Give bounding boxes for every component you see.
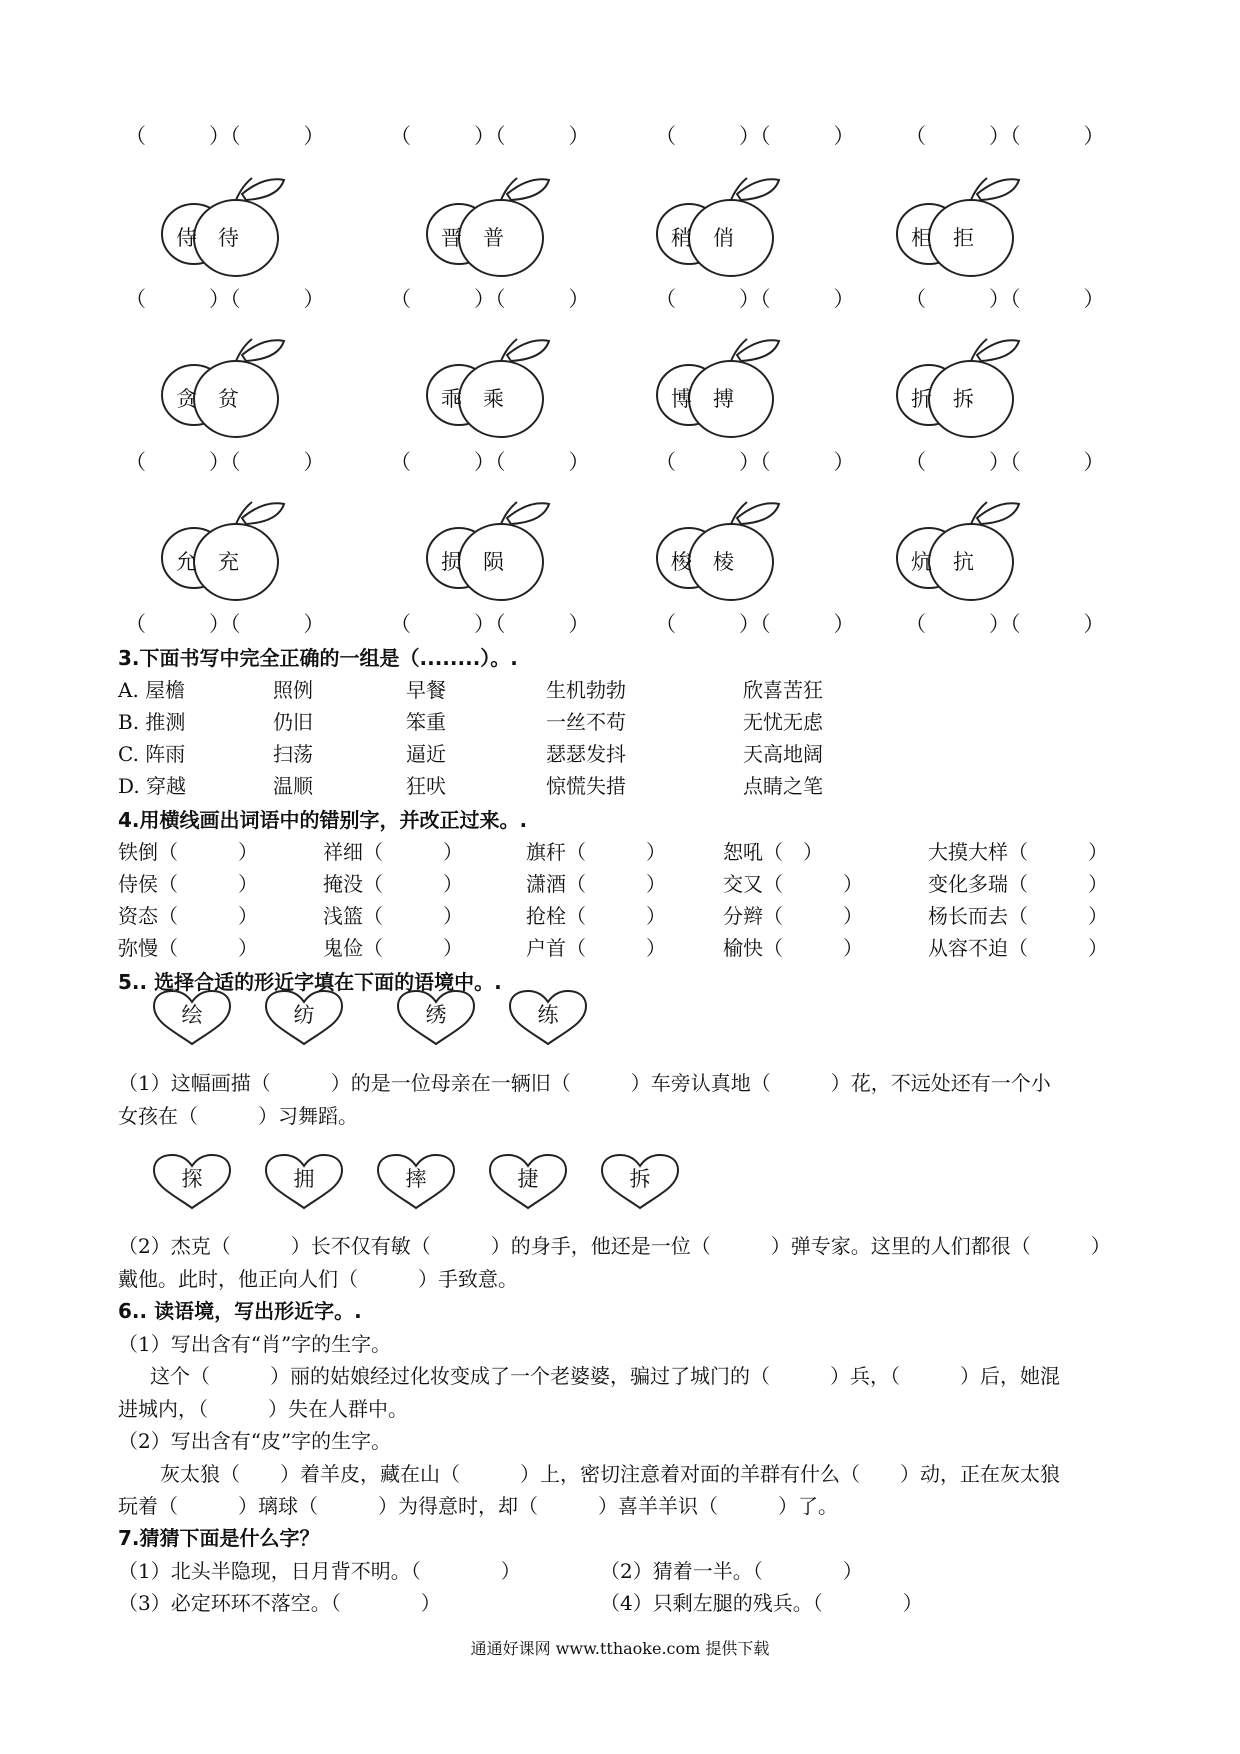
apple-pair bbox=[425, 337, 555, 447]
word-blank[interactable]: 浅篮（ ） bbox=[323, 904, 463, 928]
question-7-title: 7.猜猜下面是什么字？ bbox=[118, 1526, 320, 1550]
option-row[interactable] bbox=[118, 674, 1018, 704]
word-row bbox=[118, 836, 1138, 866]
apple-char-right: 俏 bbox=[713, 226, 734, 250]
word-blank[interactable]: 榆快（ ） bbox=[723, 936, 863, 960]
word-blank[interactable]: 交又（ ） bbox=[723, 872, 863, 896]
option-cell: 笨重 bbox=[406, 710, 446, 734]
heart-choice bbox=[600, 1154, 680, 1210]
apple-pair bbox=[895, 176, 1025, 286]
heart-char: 拆 bbox=[629, 1167, 651, 1191]
heart-choice bbox=[264, 1154, 344, 1210]
apple-char-right: 拒 bbox=[953, 226, 974, 250]
heart-char: 绣 bbox=[425, 1003, 447, 1027]
q6-sub-2: （2）写出含有“皮”字的生字。 bbox=[118, 1429, 392, 1453]
word-blank[interactable]: 杨长而去（ ） bbox=[928, 904, 1108, 928]
option-cell: 欣喜苦狂 bbox=[743, 678, 823, 702]
apple-char-right: 搏 bbox=[713, 387, 734, 411]
answer-blank[interactable]: （ ）（ ） bbox=[655, 287, 855, 311]
riddle-item[interactable]: （1）北头半隐现，日月背不明。（ ） bbox=[118, 1559, 521, 1583]
q5-sentence-2: （2）杰克（ ）长不仅有敏（ ）的身手，他还是一位（ ）弹专家。这里的人们都很（ ） bbox=[118, 1234, 1111, 1258]
apple-char-right: 拆 bbox=[953, 387, 974, 411]
answer-blank[interactable]: （ ）（ ） bbox=[390, 450, 590, 474]
apple-char-left: 柜 bbox=[911, 226, 932, 250]
option-cell: 狂吠 bbox=[406, 774, 446, 798]
option-cell: A. 屋檐 bbox=[118, 678, 186, 702]
answer-blank[interactable]: （ ）（ ） bbox=[905, 450, 1105, 474]
option-cell: 点睛之笔 bbox=[743, 774, 823, 798]
question-3-title: 3.下面书写中完全正确的一组是（........）。. bbox=[118, 646, 518, 670]
answer-blank[interactable]: （ ）（ ） bbox=[905, 612, 1105, 636]
apple-char-right: 抗 bbox=[953, 550, 974, 574]
apple-char-left: 稍 bbox=[671, 226, 692, 250]
word-blank[interactable]: 变化多瑞（ ） bbox=[928, 872, 1108, 896]
apple-pair bbox=[425, 176, 555, 286]
option-cell: 逼近 bbox=[406, 742, 446, 766]
word-blank[interactable]: 分辫（ ） bbox=[723, 904, 863, 928]
apple-char-right: 乘 bbox=[483, 387, 504, 411]
heart-choice bbox=[264, 990, 344, 1046]
apple-char-left: 侍 bbox=[176, 226, 197, 250]
riddle-item[interactable]: （3）必定环环不落空。（ ） bbox=[118, 1591, 441, 1615]
q5-sentence-2-cont: 戴他。此时，他正向人们（ ）手致意。 bbox=[118, 1267, 518, 1291]
answer-blanks-row-1 bbox=[0, 120, 1240, 150]
apple-char-left: 贪 bbox=[176, 387, 197, 411]
q5-sentence-1: （1）这幅画描（ ）的是一位母亲在一辆旧（ ）车旁认真地（ ）花，不远处还有一个小 bbox=[118, 1071, 1051, 1095]
option-row[interactable] bbox=[118, 770, 1018, 800]
question-4-title: 4.用横线画出词语中的错别字，并改正过来。. bbox=[118, 808, 528, 832]
word-blank[interactable]: 鬼俭（ ） bbox=[323, 936, 463, 960]
apple-char-left: 炕 bbox=[911, 550, 932, 574]
apple-char-right: 普 bbox=[483, 226, 504, 250]
answer-blank[interactable]: （ ）（ ） bbox=[125, 287, 325, 311]
answer-blank[interactable]: （ ）（ ） bbox=[655, 124, 855, 148]
answer-blank[interactable]: （ ）（ ） bbox=[390, 287, 590, 311]
option-cell: 仍旧 bbox=[273, 710, 313, 734]
answer-blanks-row-3 bbox=[0, 446, 1240, 476]
answer-blanks-row-4 bbox=[0, 608, 1240, 638]
answer-blank[interactable]: （ ）（ ） bbox=[655, 612, 855, 636]
question-5-title: 5.. 选择合适的形近字填在下面的语境中。. bbox=[118, 970, 502, 994]
answer-blank[interactable]: （ ）（ ） bbox=[655, 450, 855, 474]
q6-text-2: 灰太狼（ ）着羊皮，藏在山（ ）上，密切注意着对面的羊群有什么（ ）动，正在灰太狼 bbox=[160, 1462, 1060, 1486]
option-cell: 扫荡 bbox=[273, 742, 313, 766]
answer-blanks-row-2 bbox=[0, 283, 1240, 313]
word-blank[interactable]: 大摸大样（ ） bbox=[928, 840, 1108, 864]
apple-pair bbox=[655, 337, 785, 447]
heart-char: 纺 bbox=[293, 1003, 315, 1027]
apple-char-left: 折 bbox=[911, 387, 932, 411]
apple-char-left: 允 bbox=[176, 550, 197, 574]
heart-choice bbox=[396, 990, 476, 1046]
option-row[interactable] bbox=[118, 706, 1018, 736]
apple-char-left: 梭 bbox=[671, 550, 692, 574]
option-cell: B. 推测 bbox=[118, 710, 186, 734]
option-cell: 一丝不苟 bbox=[546, 710, 626, 734]
heart-choice bbox=[488, 1154, 568, 1210]
word-blank[interactable]: 户首（ ） bbox=[526, 936, 666, 960]
apple-char-right: 充 bbox=[218, 550, 239, 574]
heart-char: 摔 bbox=[405, 1167, 427, 1191]
option-cell: 温顺 bbox=[273, 774, 313, 798]
q6-text-1: 这个（ ）丽的姑娘经过化妆变成了一个老婆婆，骗过了城门的（ ）兵，（ ）后，她混 bbox=[150, 1364, 1060, 1388]
option-cell: 生机勃勃 bbox=[546, 678, 626, 702]
apple-char-right: 贫 bbox=[218, 387, 239, 411]
apple-pair bbox=[425, 500, 555, 610]
apple-char-right: 待 bbox=[218, 226, 239, 250]
q6-text-2-cont: 玩着（ ）璃球（ ）为得意时，却（ ）喜羊羊识（ ）了。 bbox=[118, 1494, 838, 1518]
word-row bbox=[118, 932, 1138, 962]
word-blank[interactable]: 弥慢（ ） bbox=[118, 936, 258, 960]
heart-char: 探 bbox=[181, 1167, 203, 1191]
apple-char-left: 乖 bbox=[441, 387, 462, 411]
q5-sentence-1-cont: 女孩在（ ）习舞蹈。 bbox=[118, 1104, 358, 1128]
q6-sub-1: （1）写出含有“肖”字的生字。 bbox=[118, 1332, 392, 1356]
apple-char-right: 陨 bbox=[483, 550, 504, 574]
word-row bbox=[118, 900, 1138, 930]
heart-char: 绘 bbox=[181, 1003, 203, 1027]
apple-char-right: 棱 bbox=[713, 550, 734, 574]
riddle-item[interactable]: （2）猜着一半。（ ） bbox=[600, 1559, 863, 1583]
heart-char: 拥 bbox=[293, 1167, 315, 1191]
word-blank[interactable]: 掩没（ ） bbox=[323, 872, 463, 896]
apple-char-left: 晋 bbox=[441, 226, 462, 250]
option-cell: D. 穿越 bbox=[118, 774, 187, 798]
answer-blank[interactable]: （ ）（ ） bbox=[905, 287, 1105, 311]
heart-choice bbox=[508, 990, 588, 1046]
heart-choice bbox=[376, 1154, 456, 1210]
word-blank[interactable]: 从容不迫（ ） bbox=[928, 936, 1108, 960]
option-cell: C. 阵雨 bbox=[118, 742, 186, 766]
word-blank[interactable]: 潇酒（ ） bbox=[526, 872, 666, 896]
option-cell: 照例 bbox=[273, 678, 313, 702]
word-blank[interactable]: 恕吼（ ） bbox=[723, 840, 823, 864]
apple-pair bbox=[160, 337, 290, 447]
option-cell: 早餐 bbox=[406, 678, 446, 702]
answer-blank[interactable]: （ ）（ ） bbox=[125, 612, 325, 636]
option-cell: 瑟瑟发抖 bbox=[546, 742, 626, 766]
heart-choice bbox=[152, 1154, 232, 1210]
word-blank[interactable]: 资态（ ） bbox=[118, 904, 258, 928]
answer-blank[interactable]: （ ）（ ） bbox=[125, 124, 325, 148]
option-row[interactable] bbox=[118, 738, 1018, 768]
heart-choice bbox=[152, 990, 232, 1046]
apple-char-left: 博 bbox=[671, 387, 692, 411]
apple-pair bbox=[895, 337, 1025, 447]
answer-blank[interactable]: （ ）（ ） bbox=[390, 124, 590, 148]
answer-blank[interactable]: （ ）（ ） bbox=[905, 124, 1105, 148]
answer-blank[interactable]: （ ）（ ） bbox=[390, 612, 590, 636]
question-6-title: 6.. 读语境，写出形近字。. bbox=[118, 1299, 362, 1323]
heart-char: 捷 bbox=[517, 1167, 539, 1191]
q6-text-1-cont: 进城内，（ ）失在人群中。 bbox=[118, 1397, 408, 1421]
answer-blank[interactable]: （ ）（ ） bbox=[125, 450, 325, 474]
word-blank[interactable]: 抢栓（ ） bbox=[526, 904, 666, 928]
heart-char: 练 bbox=[537, 1003, 559, 1027]
option-cell: 无忧无虑 bbox=[743, 710, 823, 734]
word-blank[interactable]: 祥细（ ） bbox=[323, 840, 463, 864]
apple-char-left: 损 bbox=[441, 550, 462, 574]
word-blank[interactable]: 旗秆（ ） bbox=[526, 840, 666, 864]
word-blank[interactable]: 侍侯（ ） bbox=[118, 872, 258, 896]
apple-pair bbox=[160, 500, 290, 610]
apple-pair bbox=[895, 500, 1025, 610]
option-cell: 天高地阔 bbox=[743, 742, 823, 766]
page-footer: 通通好课网 www.tthaoke.com 提供下载 bbox=[470, 1639, 770, 1658]
apple-pair bbox=[655, 176, 785, 286]
word-blank[interactable]: 铁倒（ ） bbox=[118, 840, 258, 864]
riddle-item[interactable]: （4）只剩左腿的残兵。（ ） bbox=[600, 1591, 923, 1615]
apple-pair bbox=[655, 500, 785, 610]
apple-pair bbox=[160, 176, 290, 286]
option-cell: 惊慌失措 bbox=[546, 774, 626, 798]
word-row bbox=[118, 868, 1138, 898]
